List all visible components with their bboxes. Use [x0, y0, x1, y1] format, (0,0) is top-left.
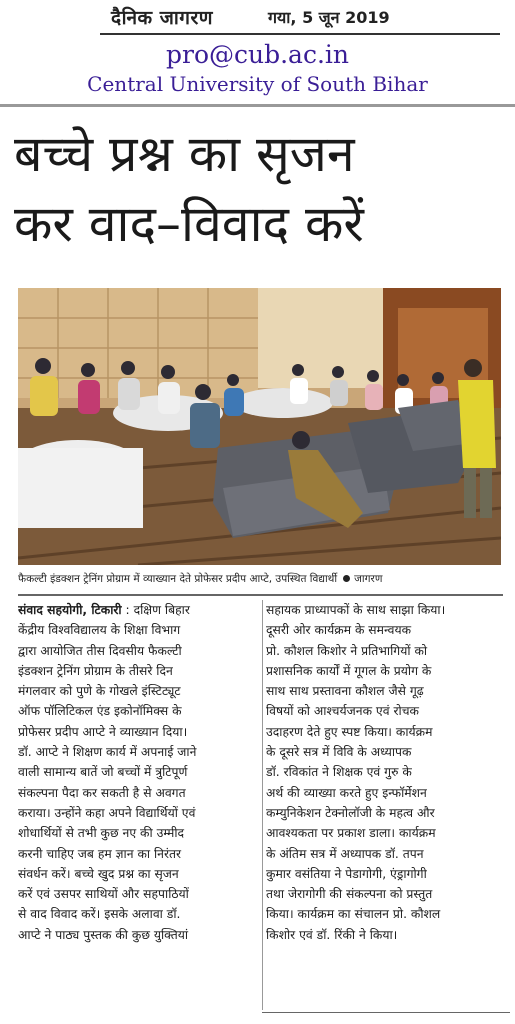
article-line: से वाद विवाद करें। इसके अलावा डॉ. — [18, 907, 181, 922]
article-line: द्वारा आयोजित तीस दिवसीय फैकल्टी — [18, 643, 182, 658]
article-end-rule — [262, 1012, 510, 1013]
headline-line-2: कर वाद–विवाद करें — [14, 195, 364, 253]
article-line: मंगलवार को पुणे के गोखले इंस्टिट्यूट — [18, 684, 181, 699]
article-line: करें एवं उसपर साथियों और सहपाठियों — [18, 887, 189, 902]
article-line: तथा जेरागोगी की संकल्पना को प्रस्तुत — [266, 887, 433, 902]
photo-caption — [18, 572, 508, 586]
article-line: कम्युनिकेशन टेक्नोलॉजी के महत्व और — [266, 805, 435, 820]
article-line: आवश्यकता पर प्रकाश डाला। कार्यक्रम — [266, 826, 436, 841]
column-divider — [262, 600, 263, 1010]
article-line: संकल्पना पैदा कर सकती है से अवगत — [18, 785, 186, 800]
source-email: pro@cub.ac.in — [165, 40, 349, 69]
article-line: शोधार्थियों से तभी कुछ नए की उम्मीद — [18, 826, 185, 841]
article-byline: संवाद सहयोगी, टिकारी — [18, 603, 122, 617]
article-line: संवर्धन करें। बच्चे खुद प्रश्न का सृजन — [18, 866, 179, 881]
article-line: उदाहरण देते हुए स्पष्ट किया। कार्यक्रम — [266, 724, 433, 739]
caption-divider — [18, 594, 503, 596]
article-column-1 — [18, 600, 258, 945]
article-line: डॉ. रविकांत ने शिक्षक एवं गुरु के — [266, 765, 412, 780]
newspaper-masthead — [0, 0, 515, 36]
article-line: केंद्रीय विश्वविद्यालय के शिक्षा विभाग — [18, 623, 181, 638]
dateline: गया, 5 जून 2019 — [268, 8, 390, 27]
article-line: के दूसरे सत्र में विवि के अध्यापक — [266, 745, 412, 760]
article-line: संवाद सहयोगी, टिकारी : दक्षिण बिहार — [18, 603, 190, 617]
article-column-2 — [266, 600, 506, 945]
university-name: Central University of South Bihar — [87, 72, 428, 96]
news-photo — [18, 288, 501, 565]
article-line: के अंतिम सत्र में अध्यापक डॉ. तपन — [266, 846, 424, 861]
headline-line-1: बच्चे प्रश्न का सृजन — [14, 125, 355, 183]
article-line: किशोर एवं डॉ. रिंकी ने किया। — [266, 927, 398, 942]
article-line: इंडक्शन ट्रेनिंग प्रोग्राम के तीसरे दिन — [18, 663, 173, 678]
article-line: विषयों को आश्चर्यजनक एवं रोचक — [266, 704, 419, 719]
article-line: प्रशासनिक कार्यों में गूगल के प्रयोग के — [266, 663, 432, 678]
article-line: साथ साथ प्रस्तावना कौशल जैसे गूढ़ — [266, 684, 424, 699]
photo-credit: जागरण — [354, 573, 383, 585]
article-line: कराया। उन्होंने कहा अपने विद्यार्थियों एवं — [18, 805, 196, 820]
article-line: ऑफ पॉलिटिकल एंड इकोनॉमिक्स के — [18, 704, 182, 719]
header-divider — [0, 104, 515, 107]
article-line: आप्टे ने पाठ्य पुस्तक की कुछ युक्तियां — [18, 927, 189, 942]
article-line: प्रो. कौशल किशोर ने प्रतिभागियों को — [266, 643, 428, 658]
article-line: करनी चाहिए जब हम ज्ञान का निरंतर — [18, 846, 182, 861]
article-line: दूसरी ओर कार्यक्रम के समन्वयक — [266, 623, 412, 638]
article-line: कुमार वसंतिया ने पेडागोगी, एंड्रागोगी — [266, 866, 427, 881]
bullet-icon — [343, 575, 350, 582]
article-line: किया। कार्यक्रम का संचालन प्रो. कौशल — [266, 907, 441, 922]
newspaper-brand: दैनिक जागरण — [111, 7, 213, 29]
article-line: अर्थ की व्याख्या करते हुए इन्फॉर्मेशन — [266, 785, 427, 800]
article-line: वाली सामान्य बातें जो बच्चों में त्रुटिपूर्ण — [18, 765, 188, 780]
photo-caption-text: फैकल्टी इंडक्शन ट्रेनिंग प्रोग्राम में व्याख्यान देते प्रोफेसर प्रदीप आप्टे, उपस्थित विद्यार्थी — [18, 573, 338, 585]
masthead-rule — [100, 33, 500, 35]
article-line: डॉ. आप्टे ने शिक्षण कार्य में अपनाई जाने — [18, 745, 197, 760]
article-line: सहायक प्राध्यापकों के साथ साझा किया। — [266, 603, 446, 617]
article-line: प्रोफेसर प्रदीप आप्टे ने व्याख्यान दिया। — [18, 724, 188, 739]
